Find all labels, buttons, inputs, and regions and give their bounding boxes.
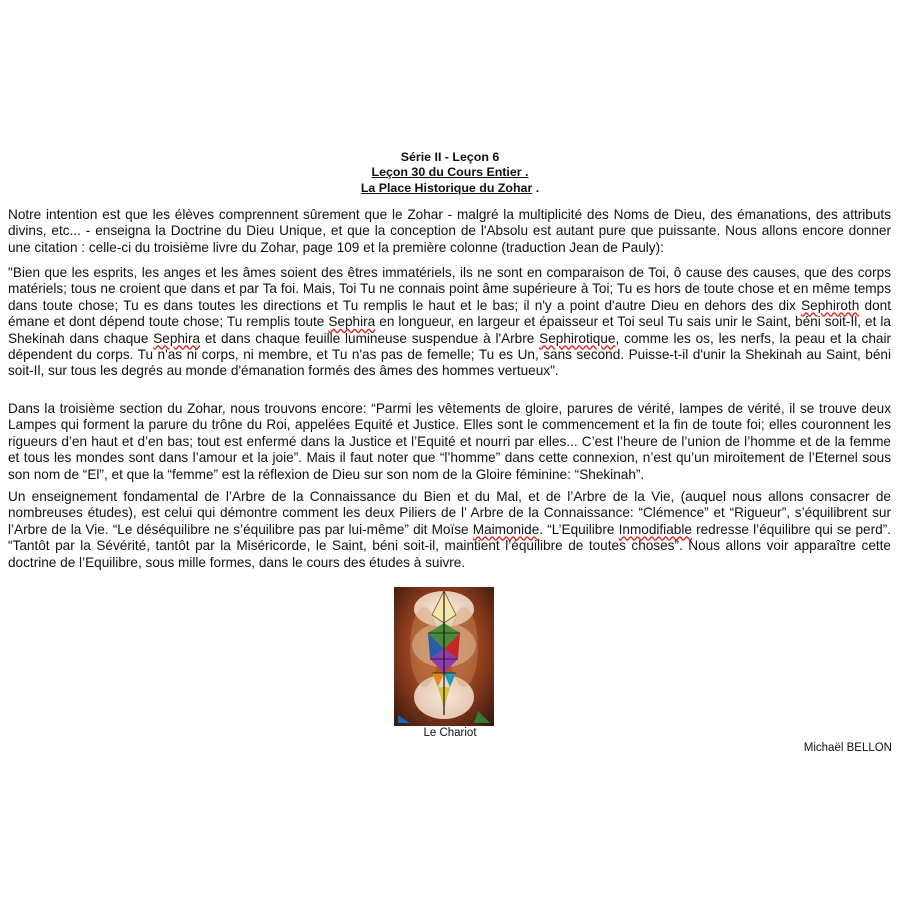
title-heading <box>0 181 900 195</box>
spellcheck-word: Sephirotique <box>539 330 616 346</box>
figure-caption: Le Chariot <box>423 727 477 739</box>
teaching-text-3: redresse l’équilibre qui se perd”. “Tantôt par la Sévérité, tantôt par la Miséricorde, le Saint, béni soit-il, maintient l’équilibre de toutes choses”. Nous allons voir apparaître cette doctrine de l’Equilibre, sous mille formes, dans le cours des études à suivre. <box>8 521 891 570</box>
teaching-text-2: . “L’Equilibre <box>539 521 619 537</box>
author-signature: Michaël BELLON <box>803 742 892 754</box>
paragraph-teaching <box>8 489 891 571</box>
spellcheck-word: Sephiroth <box>801 297 860 313</box>
paragraph-third-section: Dans la troisième section du Zohar, nous trouvons encore: “Parmi les vêtements de gloire, parures de vérité, lampes de vérité, il se trouve deux Lampes qui forment la parure du trône du Roi, appelées Equité et Justice. Elles sont le commencement et la fin de toute foi; elles couronnent les rigueurs d’en haut et d’en bas; tout est enfermé dans la Justice et l’Equité et nourri par elles... C’est l’heure de l’union de l’homme et de la femme et tous les mondes sont dans l’amour et la joie”. Mais il faut noter que “l’homme” dans cette connexion, n’est qu’un miroitement de l’Eternel sous son nom de “El”, et que la “femme” est la réflexion de Dieu sur son nom de la Gloire féminine: “Shekinah”. <box>8 401 891 482</box>
chariot-painting-art <box>394 587 494 726</box>
spellcheck-word: Sephira <box>328 314 376 330</box>
spellcheck-word: Inmodifiable <box>618 521 692 537</box>
paragraph-quote <box>8 265 891 380</box>
spellcheck-word: Sephira <box>153 330 201 346</box>
chariot-painting <box>394 587 494 726</box>
quote-text-5: , comme les os, les nerfs, la peau et la chair dépendent du corps. Tu n'as ni corps, ni membre, et Tu n'as pas de femelle; Tu es Un, sans second. Puisse-t-il d'unir la Shekinah au Saint, béni soit-Il, sur tous les degrés au monde d'émanation formés des âmes des hommes vertueux". <box>8 330 891 379</box>
title-suffix: . <box>532 181 540 195</box>
lesson-heading <box>0 165 900 179</box>
series-label: Série II - Leçon 6 <box>400 150 500 164</box>
quote-text-3: en longueur, en largeur et épaisseur et Toi seul Tu sais unir le Saint, béni soit-Il, et la Shekinah dans chaque <box>8 314 891 346</box>
quote-text-2: dont émane et dont dépend toute chose; Tu remplis toute <box>8 297 891 330</box>
document-title: La Place Historique du Zohar <box>360 181 533 195</box>
quote-text-1: "Bien que les esprits, les anges et les âmes soient des êtres immatériels, ils ne sont en comparaison de Toi, ô cause des causes, que des corps matériels; tous ne croient que dans et par Ta foi. Mais, Toi Tu ne connais point âme supérieure à Toi; Tu es hors de toute chose et en même temps dans toute chose; Tu es dans toutes les directions et Tu remplis le haut et le bas; il n'y a point d'autre Dieu en dehors des dix <box>8 265 891 313</box>
lesson-label: Leçon 30 du Cours Entier . <box>371 165 529 179</box>
spellcheck-word: Maimonide <box>472 521 540 537</box>
quote-text-4: et dans chaque feuille lumineuse suspendue à l'Arbre <box>200 330 540 346</box>
series-heading <box>0 150 900 164</box>
paragraph-intro: Notre intention est que les élèves comprennent sûrement que le Zohar - malgré la multiplicité des Noms de Dieu, des émanations, des attributs divins, etc... - enseigna la Doctrine du Dieu Unique, et que la conception de l'Absolu est autant pure que puissante. Nous allons encore donner une citation : celle-ci du troisième livre du Zohar, page 109 et la première colonne (traduction Jean de Pauly): <box>8 207 891 255</box>
teaching-text-1: Un enseignement fondamental de l’Arbre de la Connaissance du Bien et du Mal, et de l’Arbre de la Vie, (auquel nous allons consacrer de nombreuses études), est celui qui démontre comment les deux Piliers de l’ Arbre de la Connaissance: “Clémence” et “Rigueur”, s’équilibrent sur l’Arbre de la Vie. “Le déséquilibre ne s’équilibre pas par lui-même” dit Moïse <box>8 489 891 537</box>
